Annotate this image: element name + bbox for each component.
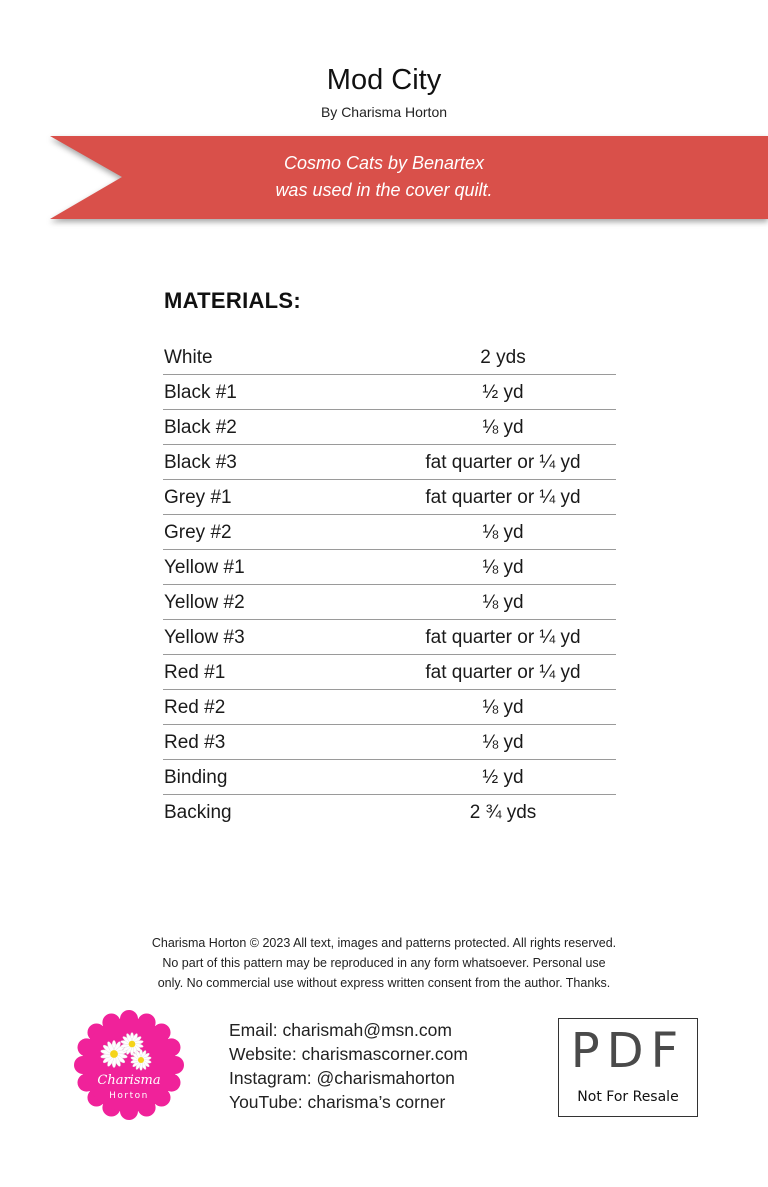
material-row: [163, 551, 616, 585]
pdf-not-for-resale-badge: [558, 1018, 698, 1117]
material-name: Yellow #3: [164, 627, 245, 648]
material-amount: ⅛ yd: [482, 732, 524, 753]
material-row: [163, 761, 616, 795]
pdf-badge-label: PDF: [570, 1023, 686, 1079]
material-amount: ⅛ yd: [482, 417, 524, 438]
pdf-badge-caption: Not For Resale: [577, 1089, 679, 1105]
banner-line-2: was used in the cover quilt.: [275, 180, 493, 200]
material-amount: ⅛ yd: [482, 557, 524, 578]
material-amount: 2 yds: [480, 347, 526, 368]
material-name: Yellow #2: [164, 592, 245, 613]
contact-instagram: Instagram: @charismahorton: [229, 1068, 455, 1088]
material-amount: fat quarter or ¼ yd: [425, 627, 581, 648]
material-amount: fat quarter or ¼ yd: [425, 452, 581, 473]
material-row: [163, 376, 616, 410]
material-row: [163, 656, 616, 690]
material-name: Black #1: [164, 382, 237, 403]
fabric-banner: [50, 136, 768, 222]
material-name: Grey #2: [164, 522, 232, 543]
material-amount: ⅛ yd: [482, 522, 524, 543]
pattern-author: By Charisma Horton: [320, 104, 448, 120]
material-amount: ½ yd: [482, 382, 524, 403]
material-name: Red #1: [164, 662, 226, 683]
contact-email: Email: charismah@msn.com: [229, 1020, 452, 1040]
logo-graphic: [74, 1010, 184, 1120]
material-amount: ½ yd: [482, 767, 524, 788]
material-row: [163, 691, 616, 725]
logo-text-1: Charisma: [97, 1073, 161, 1088]
banner-text: [50, 150, 718, 204]
material-name: Binding: [164, 767, 228, 788]
materials-table: [163, 341, 616, 830]
material-amount: ⅛ yd: [482, 592, 524, 613]
copyright-notice: [80, 933, 688, 993]
material-amount: 2 ¾ yds: [469, 802, 537, 823]
material-name: Yellow #1: [164, 557, 245, 578]
material-name: Red #3: [164, 732, 226, 753]
banner-line-1: Cosmo Cats by Benartex: [283, 153, 485, 173]
material-amount: fat quarter or ¼ yd: [425, 662, 581, 683]
material-name: Black #3: [164, 452, 237, 473]
material-name: Backing: [164, 802, 232, 823]
material-amount: ⅛ yd: [482, 697, 524, 718]
material-amount: fat quarter or ¼ yd: [425, 487, 581, 508]
copyright-line-2: No part of this pattern may be reproduced in any form whatsoever. Personal use: [162, 956, 606, 970]
material-name: White: [164, 347, 213, 368]
copyright-line-3: only. No commercial use without express written consent from the author. Thanks.: [157, 976, 611, 990]
pattern-title: Mod City: [326, 64, 442, 96]
charisma-horton-logo: [74, 1010, 184, 1120]
material-row: [163, 411, 616, 445]
material-row: [163, 621, 616, 655]
material-row: [163, 726, 616, 760]
material-name: Grey #1: [164, 487, 232, 508]
contact-info: [229, 1018, 468, 1114]
logo-text-2: Horton: [109, 1091, 149, 1101]
material-row: [163, 446, 616, 480]
contact-website: Website: charismascorner.com: [229, 1044, 468, 1064]
material-name: Red #2: [164, 697, 226, 718]
materials-heading: MATERIALS:: [164, 288, 302, 313]
contact-youtube: YouTube: charisma’s corner: [229, 1092, 446, 1112]
material-row: [163, 586, 616, 620]
material-name: Black #2: [164, 417, 237, 438]
material-row: [163, 516, 616, 550]
copyright-line-1: Charisma Horton © 2023 All text, images and patterns protected. All rights reserved.: [151, 936, 617, 950]
material-row: [163, 481, 616, 515]
material-row: [163, 796, 616, 829]
material-row: [163, 341, 616, 375]
